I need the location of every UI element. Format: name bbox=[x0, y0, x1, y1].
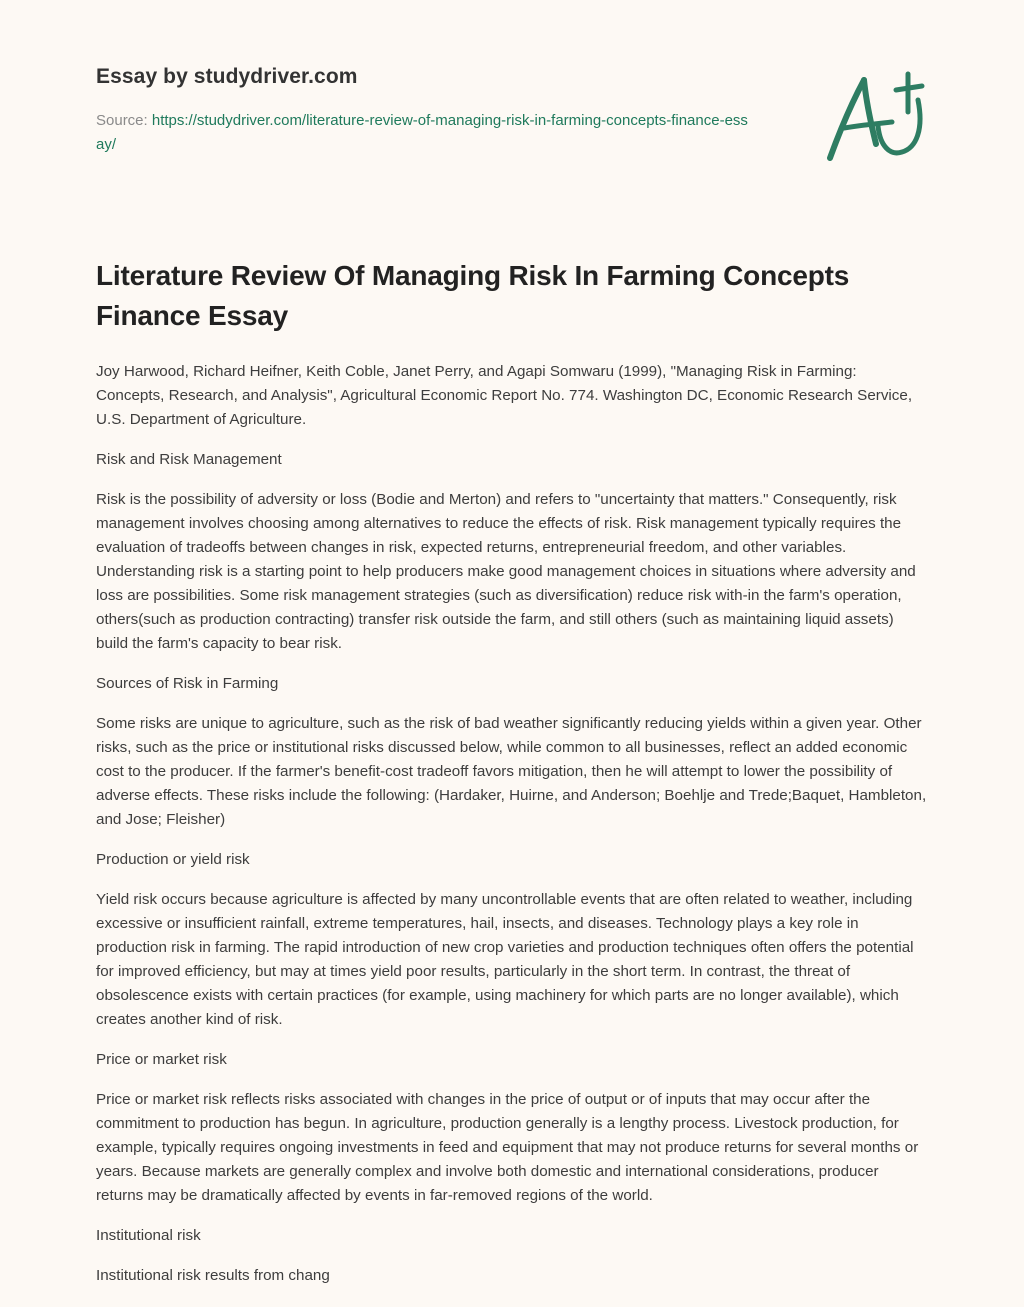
source-line bbox=[96, 109, 756, 157]
source-link[interactable]: https://studydriver.com/literature-review-of-managing-risk-in-farming-concepts-finance-essay/ bbox=[96, 112, 748, 153]
citation-paragraph: Joy Harwood, Richard Heifner, Keith Coble, Janet Perry, and Agapi Somwaru (1999), "Managing Risk in Farming: Concepts, Research, and Analysis", Agricultural Economic Report No. 774. Washington DC, Economic Research Service, U.S. Department of Agriculture. bbox=[96, 363, 913, 428]
a-plus-grade-icon bbox=[820, 66, 932, 170]
body-paragraph: Risk is the possibility of adversity or loss (Bodie and Merton) and refers to "uncertainty that matters." Consequently, risk management involves choosing among alternatives to reduce the effects of risk. Risk management typically requires the evaluation of tradeoffs between changes in risk, expected returns, entrepreneurial freedom, and other variables. Understanding risk is a starting point to help producers make good management choices in situations where adversity and loss are possibilities. Some risk management strategies (such as diversification) reduce risk with-in the farm's operation, others(such as production contracting) transfer risk outside the farm, and still others (such as maintaining liquid assets) build the farm's capacity to bear risk. bbox=[96, 491, 916, 652]
section-heading: Production or yield risk bbox=[96, 851, 250, 868]
body-paragraph: Yield risk occurs because agriculture is affected by many uncontrollable events that are often related to weather, including excessive or insufficient rainfall, extreme temperatures, hail, insects, and diseases. Technology plays a key role in production risk in farming. The rapid introduction of new crop varieties and production techniques often offers the potential for improved efficiency, but may at times yield poor results, particularly in the short term. In contrast, the threat of obsolescence exists with certain practices (for example, using machinery for which parts are no longer available), which creates another kind of risk. bbox=[96, 891, 914, 1028]
article bbox=[96, 256, 928, 1304]
section-heading: Price or market risk bbox=[96, 1051, 227, 1068]
body-paragraph-truncated: Institutional risk results from chang bbox=[96, 1267, 330, 1284]
section-heading: Sources of Risk in Farming bbox=[96, 675, 279, 692]
body-paragraph: Price or market risk reflects risks associated with changes in the price of output or of inputs that may occur after the commitment to production has begun. In agriculture, production generally is a lengthy process. Livestock production, for example, typically requires ongoing investments in feed and equipment that may not produce returns for several months or years. Because markets are generally complex and involve both domestic and international considerations, producer returns may be dramatically affected by events in far-removed regions of the world. bbox=[96, 1091, 919, 1204]
body-paragraph: Some risks are unique to agriculture, such as the risk of bad weather significantly reducing yields within a given year. Other risks, such as the price or institutional risks discussed below, while common to all businesses, reflect an added economic cost to the producer. If the farmer's benefit-cost tradeoff favors mitigation, then he will attempt to lower the possibility of adverse effects. These risks include the following: (Hardaker, Huirne, and Anderson; Boehlje and Trede;Baquet, Hambleton, and Jose; Fleisher) bbox=[96, 715, 927, 828]
page-header bbox=[96, 62, 776, 157]
source-label: Source: bbox=[96, 112, 152, 129]
site-title: Essay by studydriver.com bbox=[96, 65, 358, 88]
section-heading: Risk and Risk Management bbox=[96, 451, 282, 468]
section-heading: Institutional risk bbox=[96, 1227, 201, 1244]
page-title: Literature Review Of Managing Risk In Farming Concepts Finance Essay bbox=[96, 260, 850, 331]
